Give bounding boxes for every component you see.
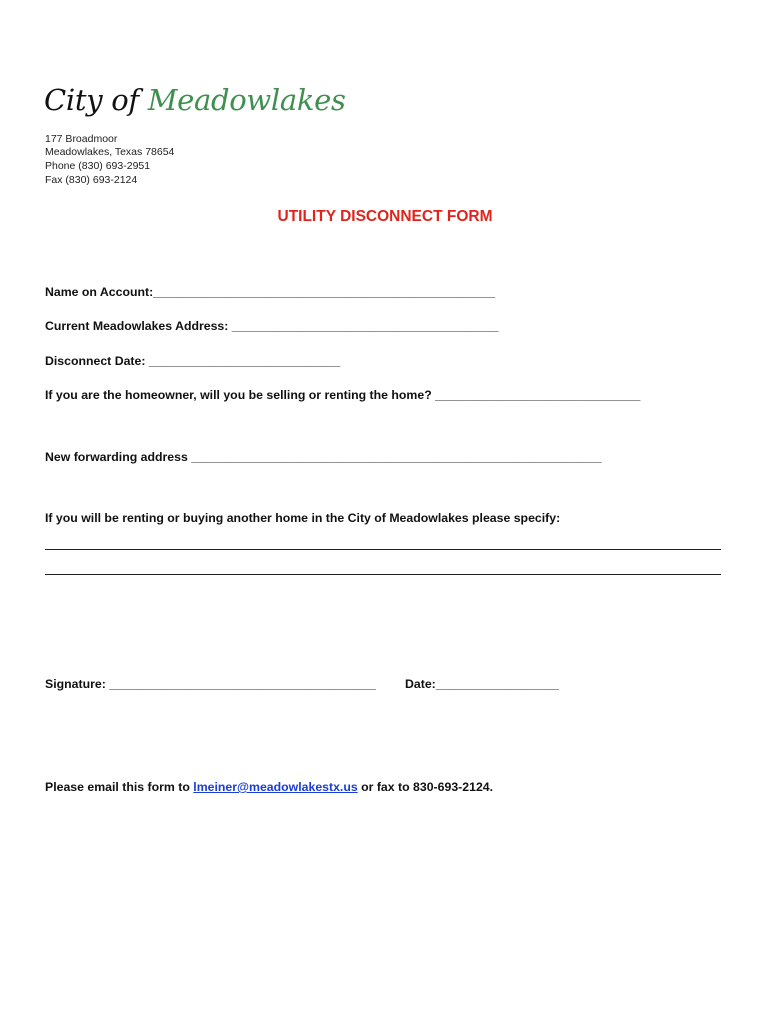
signature-field: Signature: _______________________________________ [45,677,376,691]
current-address-field: Current Meadowlakes Address: _______________________________________ [45,319,499,333]
specify-blank-line-1 [45,549,721,550]
phone-number: Phone (830) 693-2951 [45,160,151,172]
submission-instructions [45,779,493,795]
homeowner-question-field: If you are the homeowner, will you be selling or renting the home? ______________________________ [45,388,641,402]
logo-name-text: Meadowlakes [147,83,346,117]
fax-number: Fax (830) 693-2124 [45,174,138,186]
date-field: Date:__________________ [405,677,559,691]
instructions-suffix: or fax to 830-693-2124. [357,780,494,794]
form-title: UTILITY DISCONNECT FORM [277,208,493,225]
disconnect-date-field: Disconnect Date: ____________________________ [45,354,341,368]
address-line-1: 177 Broadmoor [45,133,118,145]
email-link[interactable]: lmeiner@meadowlakestx.us [193,780,358,794]
address-line-2: Meadowlakes, Texas 78654 [45,146,175,158]
renting-buying-question: If you will be renting or buying another home in the City of Meadowlakes please specify: [45,511,561,525]
instructions-prefix: Please email this form to [45,780,194,794]
logo-city-text: City of [44,83,148,117]
city-logo [44,82,346,118]
forwarding-address-field: New forwarding address ____________________________________________________________ [45,450,602,464]
specify-blank-line-2 [45,574,721,575]
name-on-account-field: Name on Account:__________________________________________________ [45,285,496,299]
